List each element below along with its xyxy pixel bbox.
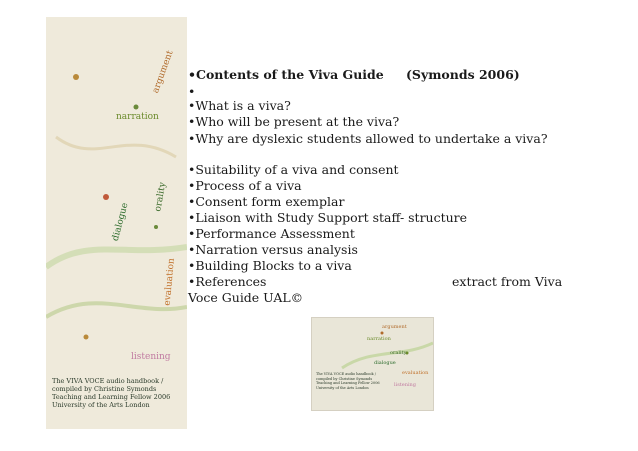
art-word-argument: argument <box>150 49 176 95</box>
thumb-word-evaluation: evaluation <box>402 370 429 376</box>
thumb-caption-line: Teaching and Learning Fellow 2006 <box>316 381 380 385</box>
thumb-caption-line: The VIVA VOCE audio handbook / <box>316 372 376 376</box>
thumb-word-listening: listening <box>394 382 416 388</box>
slide-content <box>187 17 592 429</box>
list-item: •Suitability of a viva and consent <box>188 162 399 177</box>
footer-line: Voce Guide UAL© <box>188 290 304 305</box>
cover-caption-line: compiled by Christine Symonds <box>52 385 157 393</box>
extract-note: extract from Viva <box>452 274 563 289</box>
cover-caption-line: Teaching and Learning Fellow 2006 <box>52 393 171 401</box>
cover-art-panel <box>46 17 187 429</box>
thumbnail-graphic <box>312 318 433 410</box>
cover-thumbnail <box>311 317 434 411</box>
list-item: •Why are dyslexic students allowed to undertake a viva? <box>188 131 548 146</box>
cover-caption-line: University of the Arts London <box>52 401 150 409</box>
thumb-caption-line: University of the Arts London <box>316 385 369 390</box>
list-item: •Narration versus analysis <box>188 242 358 257</box>
cover-caption <box>52 377 170 409</box>
art-word-orality: orality <box>153 181 169 213</box>
empty-bullet: • <box>188 84 196 99</box>
list-item: •References <box>188 274 267 289</box>
list-item: •Building Blocks to a viva <box>188 258 352 273</box>
thumb-word-dialogue: dialogue <box>374 360 396 366</box>
list-item: •Process of a viva <box>188 178 302 193</box>
cover-caption-line: The VIVA VOCE audio handbook / <box>52 377 164 385</box>
slide-citation: (Symonds 2006) <box>406 67 520 82</box>
thumb-word-narration: narration <box>367 336 391 342</box>
art-word-evaluation: evaluation <box>162 257 177 307</box>
list-item: •Performance Assessment <box>188 226 355 241</box>
art-word-narration: narration <box>116 112 159 122</box>
list-item: •Who will be present at the viva? <box>188 114 400 129</box>
art-word-listening: listening <box>131 352 171 362</box>
thumb-caption <box>316 372 380 390</box>
thumb-caption-line: compiled by Christine Symonds <box>316 376 373 381</box>
thumb-word-argument: argument <box>382 324 407 330</box>
slide-title: •Contents of the Viva Guide <box>188 67 384 82</box>
list-item: •Consent form exemplar <box>188 194 345 209</box>
art-word-dialogue: dialogue <box>110 201 131 243</box>
list-item: •Liaison with Study Support staff- structure <box>188 210 468 225</box>
thumb-word-orality: orality <box>390 350 407 356</box>
list-item: •What is a viva? <box>188 98 291 113</box>
